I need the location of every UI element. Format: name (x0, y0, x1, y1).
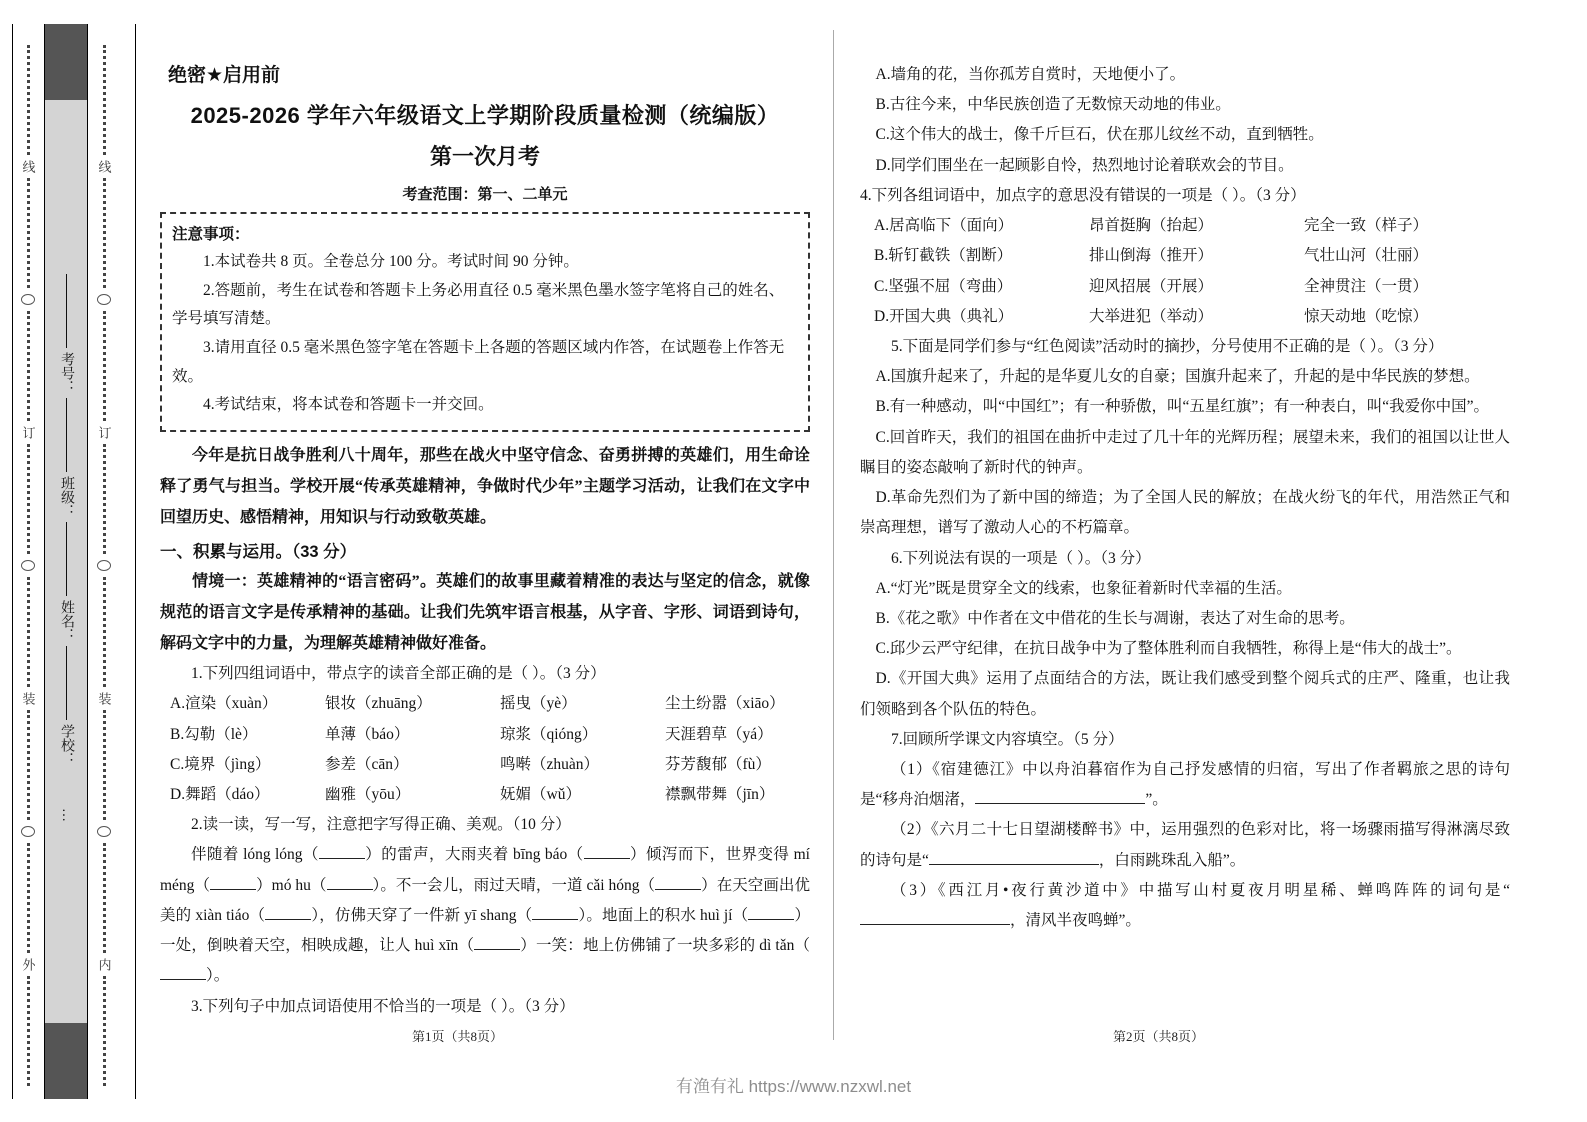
question-6-option-b: B.《花之歌》中作者在文中借花的生长与凋谢，表达了对生命的思考。 (875, 609, 1355, 627)
option-cell: 芬芳馥郁（fù） (665, 755, 771, 773)
q7-text: ，白雨跳珠乱入船”。 (1098, 851, 1246, 869)
dotted-segment (27, 444, 30, 554)
option-row-d: D.舞蹈（dáo） (170, 786, 270, 804)
question-5-option-d: D.革命先烈们为了新中国的缔造；为了全国人民的解放；在战火纷飞的年代，用浩然正气和崇高理想，谱写了激动人心的不朽篇章。 (860, 489, 1510, 537)
question-3-option-c: C.这个伟大的战士，像千斤巨石，伏在那儿纹丝不动，直到牺牲。 (875, 126, 1324, 144)
q7-text: （2）《六月二十七日望湖楼醉书》中，运用强烈的色彩对比，将一场骤雨描写得淋漓尽致的诗句是“ (860, 821, 1510, 869)
fill-blank[interactable] (655, 889, 701, 890)
fill-blank[interactable] (327, 889, 373, 890)
binding-mark-nei: 内 (96, 958, 112, 971)
fill-blank[interactable] (748, 919, 794, 920)
circle-icon (97, 560, 111, 571)
option-cell: 惊天动地（吃惊） (1304, 307, 1429, 325)
question-7-stem: 7.回顾所学课文内容填空。（5 分） (891, 730, 1124, 748)
q7-text: ”。 (1145, 791, 1168, 809)
question-3-stem: 3.下列句子中加点词语使用不恰当的一项是（ ）。（3 分） (191, 997, 575, 1015)
page-subtitle: 第一次月考 (429, 144, 540, 169)
option-cell: 银妆（zhuāng） (325, 695, 432, 713)
binding-mark-ding-2: 订 (96, 426, 112, 439)
watermark: 有渔有礼 https://www.nzxwl.net (675, 1077, 912, 1096)
option-cell: 迎风招展（开展） (1089, 277, 1214, 295)
dotted-segment (103, 843, 106, 953)
field-label-school: 学校： (59, 724, 74, 766)
dark-cap-top (45, 24, 87, 100)
dotted-segment (27, 45, 30, 155)
dotted-segment (103, 444, 106, 554)
field-label-class: 班级： (59, 476, 74, 518)
binding-mark-zhuang: 装 (20, 692, 36, 705)
question-5-option-b: B.有一种感动，叫“中国红”；有一种骄傲，叫“五星红旗”；有一种表白，叫“我爱你中国”。 (875, 398, 1489, 416)
fill-blank[interactable] (532, 919, 578, 920)
option-cell: 琼浆（qióng） (500, 725, 598, 743)
q2-part: ）。 (206, 967, 230, 985)
dotted-segment (103, 577, 106, 687)
question-2-stem: 2.读一读，写一写，注意把字写得正确、美观。（10 分） (191, 816, 571, 834)
circle-icon (21, 826, 35, 837)
option-cell: 气壮山河（壮丽） (1304, 247, 1429, 265)
field-rule (66, 274, 67, 348)
dotted-segment (103, 710, 106, 820)
dotted-segment (27, 976, 30, 1086)
option-cell: 排山倒海（推开） (1089, 247, 1214, 265)
dotted-segment (27, 311, 30, 421)
question-7-item-3 (860, 876, 1510, 936)
question-3-option-a: A.墙角的花，当你孤芳自赏时，天地便小了。 (875, 66, 1186, 83)
question-3-option-d: D.同学们围坐在一起顾影自怜，热烈地讨论着联欢会的节目。 (875, 156, 1294, 174)
q7-text: ，清风半夜鸣蝉”。 (1010, 912, 1141, 930)
option-row-d: D.开国大典（典礼） (874, 307, 1014, 325)
page-1-content (160, 60, 810, 1050)
notice-item: 1.本试卷共 8 页。全卷总分 100 分。考试时间 90 分钟。 (203, 253, 579, 270)
q2-part: ）。地面上的积水 huì jí（ (578, 906, 749, 924)
notice-item: 4.考试结束，将本试卷和答题卡一并交回。 (203, 396, 494, 414)
field-label-exam-number: 考号： (59, 352, 74, 394)
binding-mark-xian-2: 线 (96, 160, 112, 173)
notice-box (160, 212, 810, 432)
question-7-item-1 (860, 755, 1510, 815)
q2-part: ），仿佛天穿了一件新 yī shang（ (311, 906, 533, 924)
circle-icon (97, 294, 111, 305)
fill-blank[interactable] (265, 919, 311, 920)
fill-blank[interactable] (975, 803, 1145, 804)
binding-strip (12, 24, 136, 1099)
option-cell: 妩媚（wǔ） (500, 786, 581, 804)
question-4-options (860, 211, 1510, 332)
q2-part: ）的雷声，大雨夹着 bīng báo（ (364, 846, 584, 864)
question-5-option-a: A.国旗升起来了，升起的是华夏儿女的自豪；国旗升起来了，升起的是中华民族的梦想。 (875, 368, 1480, 386)
option-row-b: B.勾勒（lè） (170, 725, 258, 743)
option-row-c: C.坚强不屈（弯曲） (874, 277, 1013, 295)
dotted-segment (27, 710, 30, 820)
binding-mark-xian: 线 (20, 160, 36, 173)
option-cell: 完全一致（样子） (1304, 217, 1429, 235)
notice-heading: 注意事项： (172, 226, 250, 243)
q7-text: （1）《宿建德江》中以舟泊暮宿作为自己抒发感情的归宿，写出了作者羁旅之思的诗句是“移舟泊烟渚， (860, 761, 1510, 809)
fill-blank[interactable] (474, 949, 520, 950)
question-6-option-a: A.“灯光”既是贯穿全文的线索，也象征着新时代幸福的生活。 (875, 579, 1292, 597)
q2-part: ）mó hu（ (256, 876, 327, 894)
page-number-left: 第1页（共8页） (412, 1029, 504, 1044)
column-divider (833, 30, 834, 1040)
question-1-options (160, 689, 810, 810)
fill-blank[interactable] (860, 924, 1010, 925)
notice-item: 3.请用直径 0.5 毫米黑色签字笔在答题卡上各题的答题区域内作答，在试题卷上作答无效。 (172, 339, 785, 385)
question-5-option-c: C.回首昨天，我们的祖国在曲折中走过了几十年的光辉历程；展望未来，我们的祖国以让世人瞩目的姿态敲响了新时代的钟声。 (860, 428, 1510, 476)
option-cell: 天涯碧草（yá） (665, 725, 773, 743)
question-3-option-b: B.古往今来，中华民族创造了无数惊天动地的伟业。 (875, 96, 1231, 114)
question-6-stem: 6.下列说法有误的一项是（ ）。（3 分） (891, 549, 1151, 567)
option-cell: 尘土纷嚣（xiāo） (665, 695, 785, 713)
page-title: 2025-2026 学年六年级语文上学期阶段质量检测（统编版） (190, 103, 780, 128)
student-info-column (44, 24, 88, 1099)
question-7-item-2 (860, 815, 1510, 875)
q7-text: （3）《西江月•夜行黄沙道中》中描写山村夏夜月明星稀、蝉鸣阵阵的词句是“ (891, 881, 1510, 899)
circle-icon (97, 826, 111, 837)
option-row-b: B.斩钉截铁（割断） (874, 247, 1013, 265)
section-1-heading: 一、积累与运用。（33 分） (160, 542, 357, 561)
circle-icon (21, 560, 35, 571)
question-6-option-c: C.邱少云严守纪律，在抗日战争中为了整体胜利而自我牺牲，称得上是“伟大的战士”。 (875, 640, 1462, 658)
binding-dotted-line-inner (91, 24, 117, 1099)
fill-blank[interactable] (584, 858, 630, 859)
fill-blank[interactable] (929, 864, 1099, 865)
dotted-segment (27, 178, 30, 288)
dotted-segment (27, 577, 30, 687)
option-cell: 全神贯注（一贯） (1304, 277, 1429, 295)
q2-part: ）在天空画出优美的 xiàn tiáo（ (160, 876, 810, 924)
situation-1-paragraph: 情境一：英雄精神的“语言密码”。英雄们的故事里藏着精准的表达与坚定的信念，就像规范的语言文字是传承精神的基础。让我们先筑牢语言根基，从字音、字形、词语到诗句，解码文字中的力量，为理解英雄精神做好准备。 (160, 572, 810, 652)
option-cell: 昂首挺胸（抬起） (1089, 217, 1214, 235)
dotted-segment (27, 843, 30, 953)
fill-blank[interactable] (210, 889, 256, 890)
ellipsis-mark: … (59, 808, 74, 825)
question-6-option-d: D.《开国大典》运用了点面结合的方法，既让我们感受到整个阅兵式的庄严、隆重，也让我们领略到各个队伍的特色。 (860, 670, 1510, 718)
q2-part: ）一笑：地上仿佛铺了一块多彩的 dì tǎn（ (520, 937, 810, 955)
fill-blank[interactable] (319, 858, 365, 859)
dotted-segment (103, 45, 106, 155)
field-label-name: 姓名： (59, 600, 74, 642)
option-row-a: A.居高临下（面向） (874, 217, 1014, 235)
option-cell: 襟飘带舞（jīn） (665, 786, 775, 804)
option-row-a: A.渲染（xuàn） (170, 695, 278, 713)
question-5-stem: 5.下面是同学们参与“红色阅读”活动时的摘抄，分号使用不正确的是（ ）。（3 分） (891, 337, 1444, 355)
binding-mark-ding: 订 (20, 426, 36, 439)
dotted-segment (103, 976, 106, 1086)
binding-dotted-line-outer (15, 24, 41, 1099)
option-cell: 幽雅（yōu） (325, 786, 411, 804)
dotted-segment (103, 311, 106, 421)
secret-label: 绝密★启用前 (168, 65, 281, 86)
scope-label: 考查范围：第一、二单元 (402, 187, 568, 203)
field-rule (66, 398, 67, 472)
intro-paragraph: 今年是抗日战争胜利八十周年，那些在战火中坚守信念、奋勇拼搏的英雄们，用生命诠释了勇气与担当。学校开展“传承英雄精神，争做时代少年”主题学习活动，让我们在文字中回望历史、感悟精神，用知识与行动致敬英雄。 (160, 447, 810, 527)
option-cell: 摇曳（yè） (500, 695, 577, 713)
page-number-right: 第2页（共8页） (1113, 1029, 1205, 1044)
option-cell: 单薄（báo） (325, 725, 410, 743)
circle-icon (21, 294, 35, 305)
binding-mark-wai: 外 (20, 958, 36, 971)
dotted-segment (103, 178, 106, 288)
question-2-body (160, 840, 810, 991)
option-cell: 参差（cān） (325, 755, 409, 773)
q2-part: ）一处，倒映着天空，相映成趣，让人 huì xīn（ (160, 906, 810, 955)
field-rule (66, 522, 67, 596)
question-4-stem: 4.下列各组词语中，加点字的意思没有错误的一项是（ ）。（3 分） (860, 186, 1306, 204)
q2-part: ）倾泻而下，世界变得 mí méng（ (160, 846, 810, 894)
field-rule (66, 646, 67, 720)
binding-mark-zhuang-2: 装 (96, 692, 112, 705)
question-1-stem: 1.下列四组词语中，带点字的读音全部正确的是（ ）。（3 分） (191, 665, 606, 683)
option-cell: 大举进犯（举动） (1089, 307, 1214, 325)
option-row-c: C.境界（jìng） (170, 755, 271, 773)
q2-part: 伴随着 lóng lóng（ (191, 846, 319, 864)
page-2-content (860, 60, 1510, 1050)
option-cell: 鸣啭（zhuàn） (500, 755, 600, 773)
q2-part: ）。不一会儿，雨过天晴，一道 cǎi hóng（ (372, 876, 656, 894)
fill-blank[interactable] (160, 979, 206, 980)
notice-item: 2.答题前，考生在试卷和答题卡上务必用直径 0.5 毫米黑色墨水签字笔将自己的姓名、学号填写清楚。 (172, 281, 785, 328)
